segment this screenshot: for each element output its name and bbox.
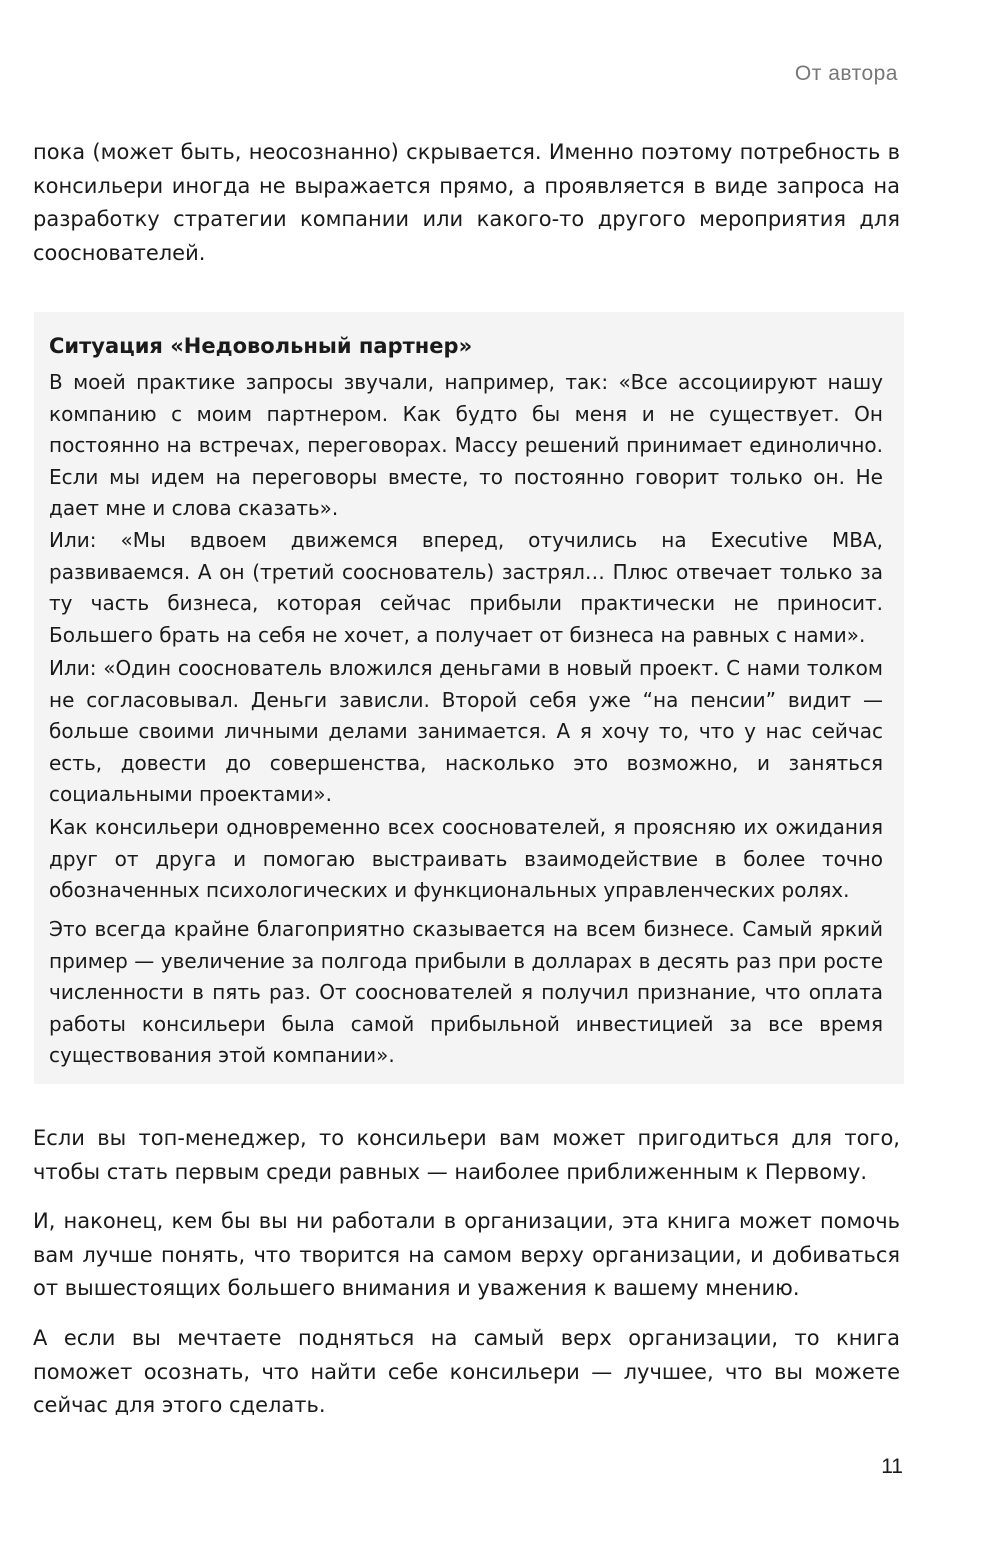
running-header: От автора	[794, 62, 898, 85]
case-paragraph-5: Это всегда крайне благоприятно сказывается на всем бизнесе. Самый яркий пример — увеличение за полгода прибыли в долларах в десять раз при росте численности в пять раз. От сооснователей я получил признание, что оплата работы консильери была самой прибыльной инвестицией за все время существования этой компании».	[49, 917, 883, 1067]
case-paragraph-2: Или: «Мы вдвоем движемся вперед, отучились на Executive MBA, развиваемся. А он (третий сооснователь) застрял… Плюс отвечает только за ту часть бизнеса, которая сейчас прибыли практически не приносит. Большего брать на себя не хочет, а получает от бизнеса на равных с нами».	[49, 528, 883, 647]
closing-paragraph-2: И, наконец, кем бы вы ни работали в организации, эта книга может помочь вам лучше понять, что творится на самом верху организации, и добиваться от вышестоящих большего внимания и уважения к вашему мнению.	[33, 1209, 900, 1300]
case-paragraph-3: Или: «Один сооснователь вложился деньгами в новый проект. С нами толком не согласовывал. Деньги зависли. Второй себя уже “на пенсии” видит — больше своими личными делами занимается. А я хочу то, что у нас сейчас есть, довести до совершенства, насколько это возможно, и заняться социальными проектами».	[49, 656, 883, 806]
closing-paragraph-1: Если вы топ-менеджер, то консильери вам может пригодиться для того, чтобы стать первым среди равных — наиболее приближенным к Первому.	[33, 1126, 900, 1184]
page-number: 11	[881, 1455, 903, 1478]
case-study-title: Ситуация «Недовольный партнер»	[49, 334, 473, 358]
case-paragraph-4: Как консильери одновременно всех сооснователей, я проясняю их ожидания друг от друга и помогаю выстраивать взаимодействие в более точно обозначенных психологических и функциональных управленческих ролях.	[49, 815, 883, 902]
intro-paragraph: пока (может быть, неосознанно) скрывается. Именно поэтому потребность в консильери иногда не выражается прямо, а проявляется в виде запроса на разработку стратегии компании или какого-то другого мероприятия для сооснователей.	[33, 140, 900, 265]
case-paragraph-1: В моей практике запросы звучали, например, так: «Все ассоциируют нашу компанию с моим партнером. Как будто бы меня и не существует. Он постоянно на встречах, переговорах. Массу решений принимает единолично. Если мы идем на переговоры вместе, то постоянно говорит только он. Не дает мне и слова сказать».	[49, 370, 883, 520]
closing-paragraph-3: А если вы мечтаете подняться на самый верх организации, то книга поможет осознать, что найти себе консильери — лучшее, что вы можете сейчас для этого сделать.	[33, 1326, 900, 1417]
